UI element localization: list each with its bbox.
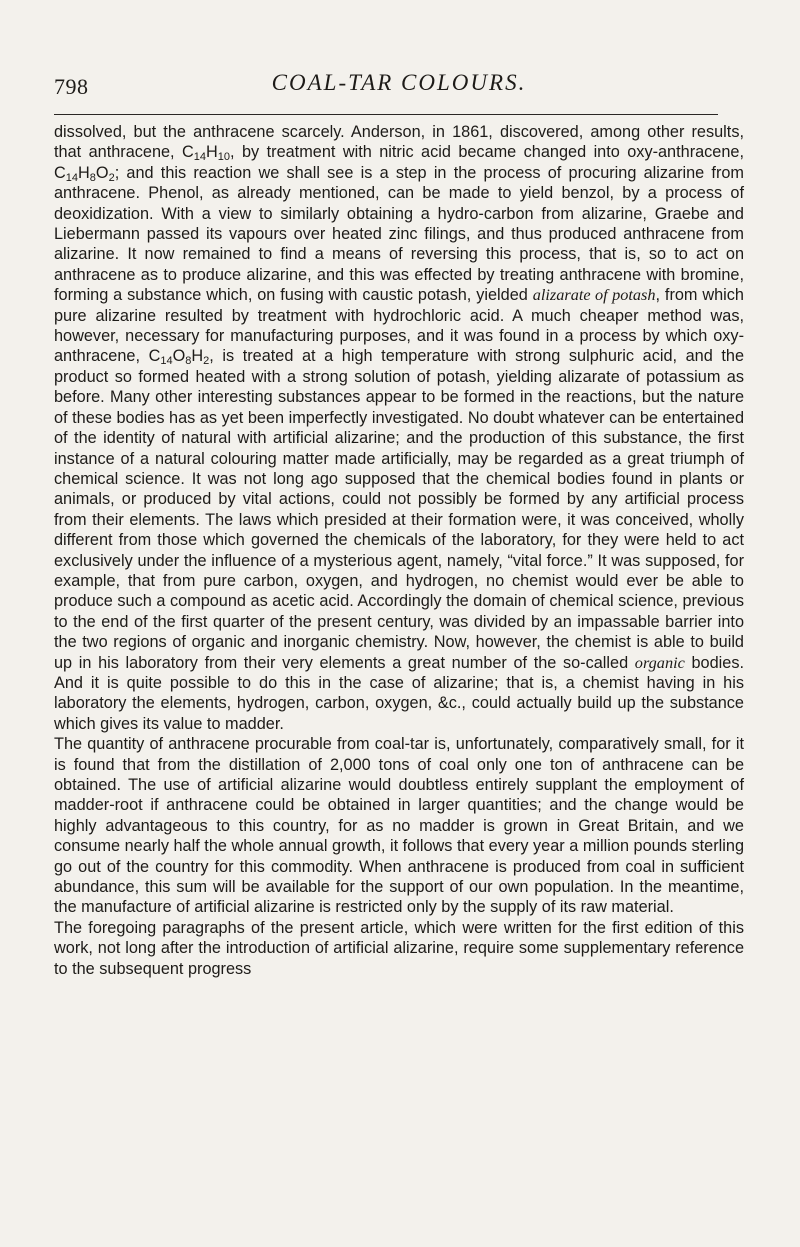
subscript: 14 <box>193 151 207 164</box>
subscript: 2 <box>203 355 210 368</box>
running-head: COAL-TAR COLOURS. <box>271 70 527 95</box>
paragraph <box>54 122 744 734</box>
subscript: 14 <box>160 355 173 368</box>
body-text <box>54 122 744 979</box>
text-run: bodies. And it is quite possible to do this in the case of alizarine; that is, a chemist having in his laboratory the elements, hydrogen, carbon, oxygen, &c., could actually build up the substance which gives its value to madder. <box>54 653 744 733</box>
page-header <box>54 66 744 106</box>
subscript: 2 <box>108 171 115 184</box>
subscript: 14 <box>65 171 79 184</box>
paragraph <box>54 918 744 979</box>
text-run: , by treatment with nitric acid became changed into oxy-anthracene, C <box>54 143 744 182</box>
subscript: 8 <box>185 355 192 368</box>
subscript: 10 <box>217 151 231 164</box>
text-run: H <box>78 163 90 182</box>
italic-text: organic <box>634 652 685 672</box>
text-run: dissolved, but the anthracene scarcely. Anderson, in 1861, discovered, among other results, that anthracene, C <box>54 123 744 162</box>
text-run: , is treated at a high temperature with strong sulphuric acid, and the product so formed heated with a strong solution of potash, yielding alizarate of potassium as before. Many other interesting substances appear to be formed in the reactions, but the nature of these bodies has as yet been imperfectly investigated. No doubt whatever can be entertained of the identity of natural with artificial alizarine; and the production of this substance, the first instance of a natural colouring matter made artificially, may be regarded as a great triumph of chemical science. It was not long ago supposed that the chemical bodies found in plants or animals, or produced by vital actions, could not possibly be formed by any artificial process from their elements. The laws which presided at their formation were, it was conceived, wholly different from those which governed the chemicals of the laboratory, for they were held to act exclusively under the influence of a mysterious agent, namely, “vital force.” It was supposed, for example, that from pure carbon, oxygen, and hydrogen, no chemist would ever be able to produce such a compound as acetic acid. Accordingly the domain of chemical science, previous to the end of the first quarter of the present century, was divided by an impassable barrier into the two regions of organic and inorganic chemistry. Now, however, the chemist is able to build up in his laboratory from their very elements a great number of the so-called <box>54 347 744 672</box>
text-run: O <box>95 163 109 182</box>
paragraph <box>54 734 744 918</box>
header-rule <box>54 114 718 115</box>
text-run: H <box>191 347 204 366</box>
text-run: ; and this reaction we shall see is a step in the process of procuring alizarine from anthracene. Phenol, as already mentioned, can be made to yield benzol, by a process of deoxidization. With a view to similarly obtaining a hydro-carbon from alizarine, Graebe and Liebermann passed its vapours over heated zinc filings, and thus produced anthracene from alizarine. It now remained to find a means of reversing this process, that is, so to act on anthracene as to produce alizarine, and this was effected by treating anthracene with bromine, forming a substance which, on fusing with caustic potash, yielded <box>54 163 744 305</box>
text-run: O <box>172 347 186 366</box>
italic-text: alizarate of potash <box>532 285 656 305</box>
text-run: H <box>206 143 218 162</box>
text-run: , from which pure alizarine resulted by treatment with hydrochloric acid. A much cheaper method was, however, necessary for manufacturing purposes, and it was found in a process by which oxy-anthracene, C <box>54 286 744 366</box>
subscript: 8 <box>89 171 96 184</box>
text-run: The foregoing paragraphs of the present article, which were written for the first edition of this work, not long after the introduction of artificial alizarine, require some supplementary reference to the subsequent progress <box>54 918 744 978</box>
text-run: The quantity of anthracene procurable from coal-tar is, unfortunately, comparatively small, for it is found that from the distillation of 2,000 tons of coal only one ton of anthracene can be obtained. The use of artificial alizarine would doubtless entirely supplant the employment of madder-root if anthracene could be obtained in larger quantities; and the change would be highly advantageous to this country, for as no madder is grown in Great Britain, and we consume nearly half the whole annual growth, it follows that every year a million pounds sterling go out of the country for this commodity. When anthracene is produced from coal in sufficient abundance, this sum will be available for the support of our own population. In the meantime, the manufacture of artificial alizarine is restricted only by the supply of its raw material. <box>54 735 744 917</box>
page-number: 798 <box>54 74 89 99</box>
